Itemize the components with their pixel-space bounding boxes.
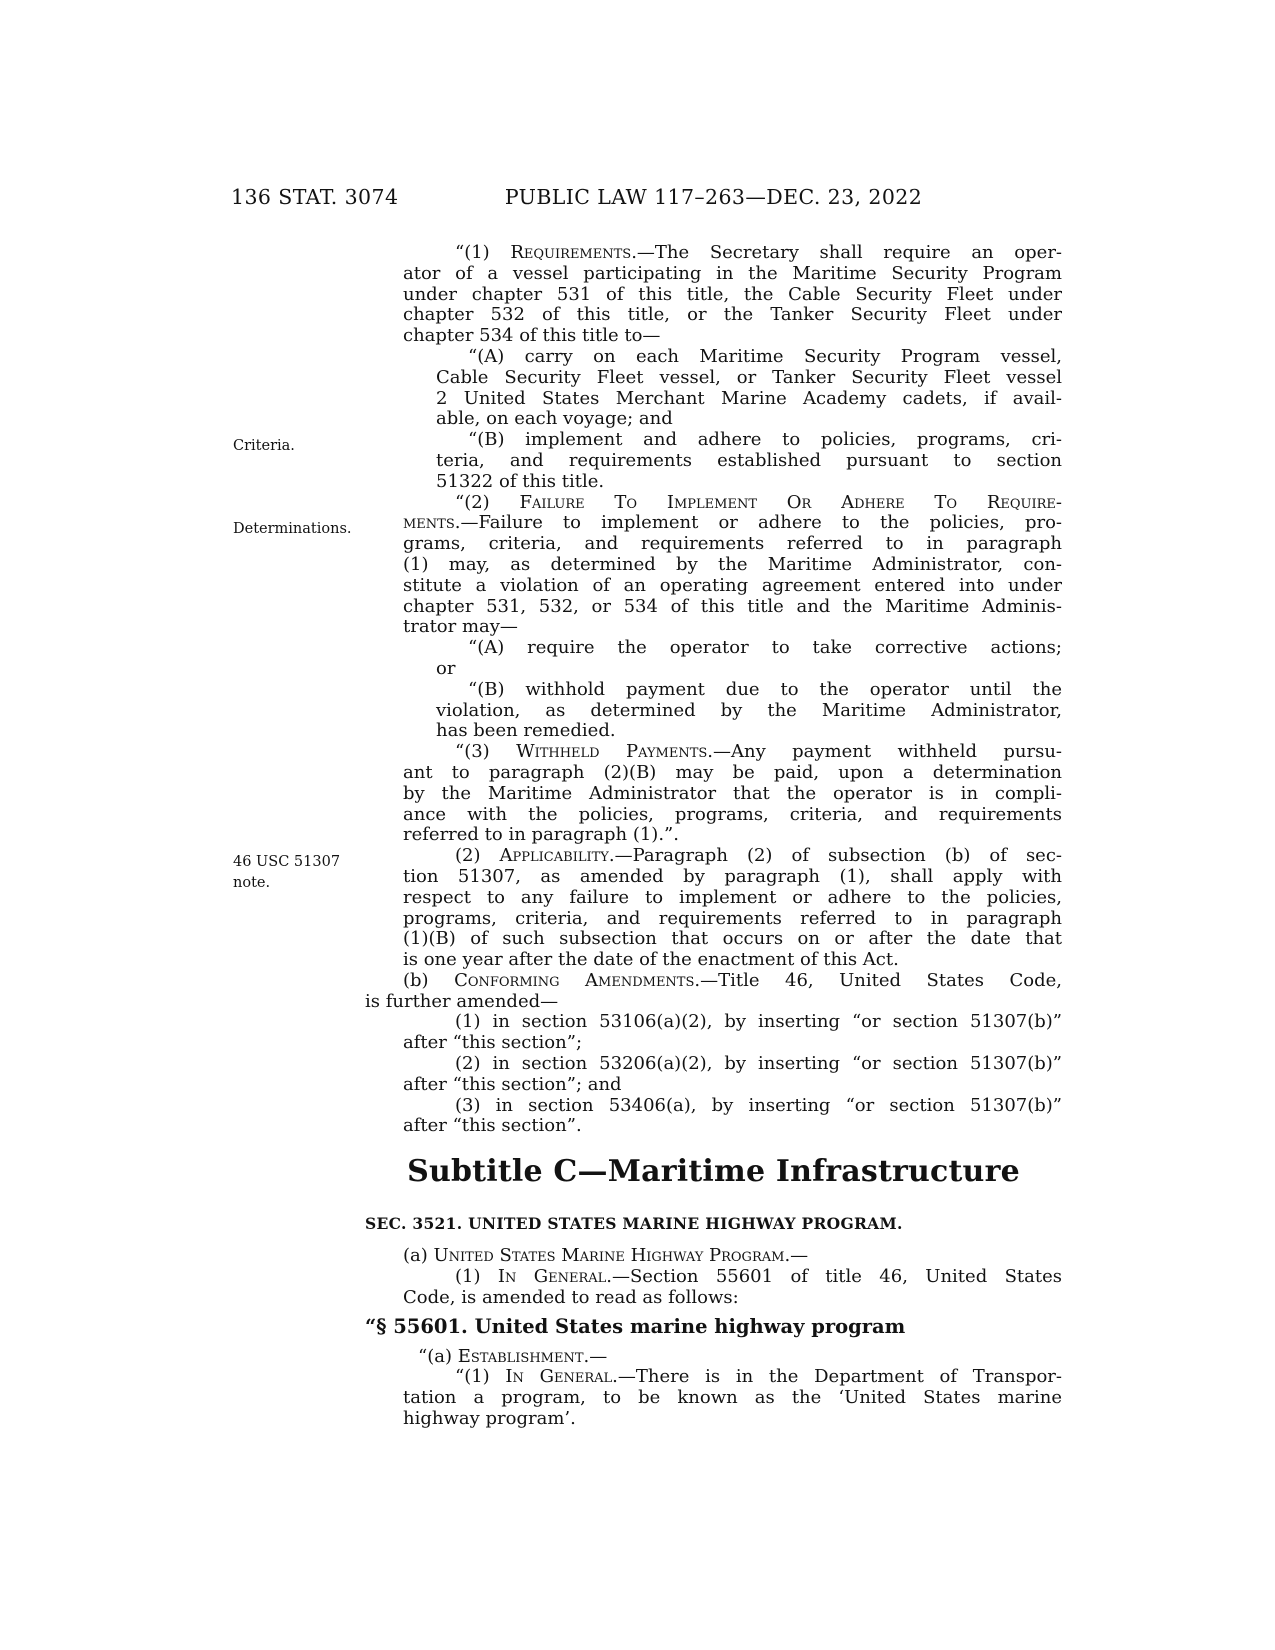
text-line	[365, 1075, 1062, 1096]
usc-section-heading: “§ 55601. United States marine highway program	[365, 1314, 906, 1338]
text-segment: is one year after the date of the enactment of this Act.	[403, 949, 899, 971]
text-segment: ance with the policies, programs, criteria, and requirements	[403, 803, 1062, 825]
text-segment: after “this section”; and	[403, 1073, 622, 1095]
text-line	[365, 576, 1062, 597]
text-segment: ant to paragraph (2)(B) may be paid, upon a determination	[403, 761, 1062, 783]
subtitle-heading: Subtitle C—Maritime Infrastructure	[407, 1154, 1020, 1190]
text-segment: teria, and requirements established pursuant to section	[436, 449, 1062, 471]
text-line	[365, 867, 1062, 888]
page-stat-number: 136 STAT. 3074	[231, 185, 399, 209]
small-caps-text: In General	[497, 1266, 607, 1288]
text-segment: (1)(B) of such subsection that occurs on or after the date that	[403, 928, 1062, 950]
section-heading: SEC. 3521. UNITED STATES MARINE HIGHWAY PROGRAM.	[365, 1214, 903, 1234]
margin-note-determinations: Determinations.	[233, 521, 352, 537]
text-segment: “(1)	[455, 242, 511, 263]
text-segment: “(A) carry on each Maritime Security Program vessel,	[468, 345, 1062, 367]
small-caps-text: Applicability	[499, 845, 609, 867]
small-caps-text: United States Marine Highway Program	[433, 1245, 785, 1267]
text-line	[365, 389, 1062, 410]
text-segment: (3) in section 53406(a), by inserting “or section 51307(b)”	[455, 1094, 1062, 1116]
text-segment: chapter 532 of this title, or the Tanker Security Fleet under	[403, 304, 1062, 326]
text-segment: 2 United States Merchant Marine Academy cadets, if avail-	[436, 387, 1062, 409]
small-caps-text: ments	[403, 512, 455, 534]
text-segment: .—	[784, 1245, 809, 1267]
text-line	[365, 513, 1062, 534]
text-line	[365, 950, 1062, 971]
small-caps-text: Conforming Amendments	[454, 969, 695, 991]
text-segment: or	[436, 657, 456, 679]
text-line	[365, 888, 1062, 909]
text-segment: (1) in section 53106(a)(2), by inserting “or section 51307(b)”	[455, 1011, 1062, 1033]
text-segment: referred to in paragraph (1).”.	[403, 824, 679, 846]
text-segment: ator of a vessel participating in the Maritime Security Program	[403, 262, 1062, 284]
text-line	[365, 472, 1062, 493]
text-segment: is further amended—	[365, 990, 559, 1012]
text-segment: .—Title 46, United States Code,	[694, 969, 1062, 991]
text-line	[365, 1012, 1062, 1033]
text-segment: grams, criteria, and requirements referred to in paragraph	[403, 533, 1062, 555]
text-segment: (1) may, as determined by the Maritime Administrator, con-	[403, 553, 1062, 575]
text-segment: stitute a violation of an operating agreement entered into under	[403, 574, 1062, 596]
text-segment: (2)	[455, 845, 500, 867]
text-segment: “(2)	[455, 491, 520, 513]
text-line	[365, 264, 1062, 285]
text-segment: Code, is amended to read as follows:	[403, 1286, 739, 1308]
text-line	[365, 305, 1062, 326]
text-line	[365, 368, 1062, 389]
body-column	[365, 243, 1062, 1430]
text-line	[365, 1033, 1062, 1054]
text-line	[365, 1409, 1062, 1430]
text-segment: (b)	[403, 969, 455, 991]
text-segment: highway program’.	[403, 1408, 576, 1430]
small-caps-text: Failure To Implement Or Adhere To Require-	[519, 491, 1063, 513]
text-segment: .—There is in the Department of Transpor-	[612, 1366, 1062, 1388]
text-segment: has been remedied.	[436, 720, 616, 742]
text-line	[365, 1347, 1062, 1368]
small-caps-text: Establishment	[457, 1345, 584, 1367]
text-segment: “(B) implement and adhere to policies, programs, cri-	[468, 429, 1062, 451]
text-line	[365, 701, 1062, 722]
text-line	[365, 1267, 1062, 1288]
text-line	[365, 992, 1062, 1013]
text-line	[365, 493, 1062, 514]
text-segment: able, on each voyage; and	[436, 408, 673, 430]
text-segment: “(a)	[418, 1345, 458, 1367]
text-line	[365, 763, 1062, 784]
small-caps-text: In General	[505, 1366, 613, 1388]
text-line	[365, 1096, 1062, 1117]
text-line	[365, 409, 1062, 430]
margin-note-usc-citation: 46 USC 51307 note.	[233, 854, 341, 891]
text-segment: .—The Secretary shall require an oper-	[631, 242, 1062, 263]
text-segment: “(A) require the operator to take corrective actions;	[468, 637, 1062, 659]
text-segment: 51322 of this title.	[436, 470, 605, 492]
text-line	[365, 784, 1062, 805]
text-segment: .—Section 55601 of title 46, United States	[606, 1266, 1062, 1288]
text-segment: after “this section”.	[403, 1115, 582, 1137]
text-line	[365, 347, 1062, 368]
margin-note-criteria: Criteria.	[233, 438, 295, 454]
text-segment: Cable Security Fleet vessel, or Tanker Security Fleet vessel	[436, 366, 1062, 388]
text-line	[365, 1054, 1062, 1075]
text-line	[365, 1116, 1062, 1137]
text-line	[365, 430, 1062, 451]
text-segment: chapter 534 of this title to—	[403, 325, 661, 347]
text-segment: (2) in section 53206(a)(2), by inserting “or section 51307(b)”	[455, 1053, 1062, 1075]
text-segment: (a)	[403, 1245, 434, 1267]
text-segment: programs, criteria, and requirements referred to in paragraph	[403, 907, 1062, 929]
text-segment: violation, as determined by the Maritime Administrator,	[436, 699, 1062, 721]
running-head-law-title: PUBLIC LAW 117–263—DEC. 23, 2022	[504, 185, 923, 209]
text-segment: .—	[583, 1345, 608, 1367]
text-line	[365, 1288, 1062, 1309]
text-line	[365, 597, 1062, 618]
text-line	[365, 534, 1062, 555]
text-segment: “(B) withhold payment due to the operator until the	[468, 678, 1062, 700]
text-line	[365, 1246, 1062, 1267]
text-segment: after “this section”;	[403, 1032, 583, 1054]
text-line	[365, 825, 1062, 846]
text-line	[365, 1388, 1062, 1409]
text-segment: .—Paragraph (2) of subsection (b) of sec-	[608, 845, 1063, 867]
text-segment: “(3)	[455, 741, 517, 763]
text-segment: by the Maritime Administrator that the operator is in compli-	[403, 782, 1062, 804]
text-line	[365, 243, 1062, 264]
small-caps-text: Requirements	[510, 242, 632, 263]
text-line	[365, 659, 1062, 680]
text-line	[365, 846, 1062, 867]
text-segment: (1)	[455, 1266, 498, 1288]
text-line	[365, 638, 1062, 659]
text-line	[365, 805, 1062, 826]
text-segment: tation a program, to be known as the ‘United States marine	[403, 1387, 1062, 1409]
text-segment: under chapter 531 of this title, the Cable Security Fleet under	[403, 283, 1062, 305]
text-line	[365, 1367, 1062, 1388]
text-segment: .—Failure to implement or adhere to the policies, pro-	[454, 512, 1062, 534]
text-line	[365, 326, 1062, 347]
text-line	[365, 285, 1062, 306]
text-line	[365, 742, 1062, 763]
text-line	[365, 909, 1062, 930]
text-segment: respect to any failure to implement or adhere to the policies,	[403, 886, 1062, 908]
text-line	[365, 929, 1062, 950]
text-segment: chapter 531, 532, or 534 of this title and the Maritime Adminis-	[403, 595, 1062, 617]
text-line	[365, 721, 1062, 742]
text-segment: .—Any payment withheld pursu-	[707, 741, 1063, 763]
text-segment: “(1)	[455, 1366, 506, 1388]
text-line	[365, 451, 1062, 472]
text-line	[365, 555, 1062, 576]
small-caps-text: Withheld Payments	[516, 741, 708, 763]
text-line	[365, 617, 1062, 638]
text-line	[365, 971, 1062, 992]
text-segment: trator may—	[403, 616, 518, 638]
text-segment: tion 51307, as amended by paragraph (1), shall apply with	[403, 865, 1062, 887]
text-line	[365, 680, 1062, 701]
